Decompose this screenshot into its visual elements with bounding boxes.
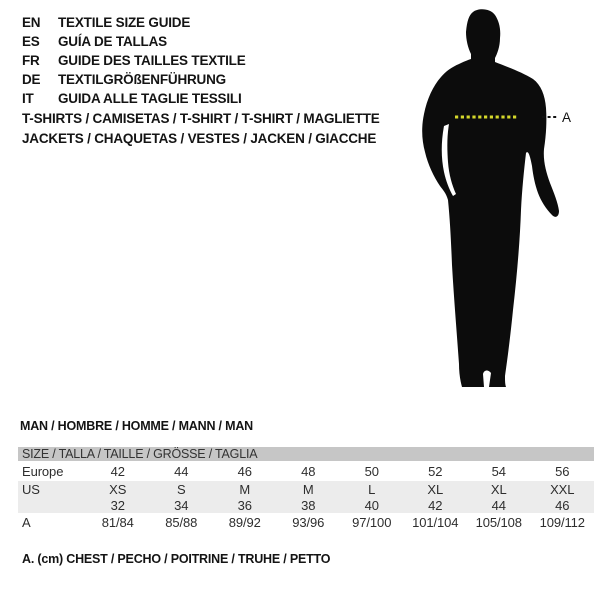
table-cell: XXL — [550, 481, 575, 497]
table-cell: 44 — [174, 463, 189, 479]
table-row-chest-cm — [18, 513, 594, 531]
table-cell: 105/108 — [475, 514, 522, 530]
table-cell: 38 — [301, 497, 316, 513]
language-code: ES — [22, 34, 40, 49]
section-title-man: MAN / HOMBRE / HOMME / MANN / MAN — [20, 419, 253, 433]
table-cell: 44 — [491, 497, 506, 513]
table-cell: M — [302, 481, 314, 497]
table-row-europe — [18, 461, 594, 481]
table-cell: 40 — [364, 497, 379, 513]
table-cell: 42 — [110, 463, 125, 479]
language-label: TEXTILE SIZE GUIDE — [58, 15, 191, 30]
language-label: TEXTILGRÖßENFÜHRUNG — [58, 72, 226, 87]
table-cell: 32 — [110, 497, 125, 513]
language-label: GUIDA ALLE TAGLIE TESSILI — [58, 91, 242, 106]
table-cell: 93/96 — [292, 514, 325, 530]
row-label: Europe — [22, 463, 64, 479]
table-cell: XL — [490, 481, 507, 497]
language-code: FR — [22, 53, 40, 68]
table-cell: XS — [109, 481, 127, 497]
table-cell: 109/112 — [539, 514, 585, 530]
table-cell: 56 — [555, 463, 570, 479]
table-cell: 34 — [174, 497, 189, 513]
table-cell: 50 — [364, 463, 379, 479]
table-cell: L — [368, 481, 376, 497]
category-line-jackets: JACKETS / CHAQUETAS / VESTES / JACKEN / GIACCHE — [22, 131, 377, 146]
table-cell: M — [239, 481, 251, 497]
table-row-us-numbers — [18, 497, 594, 513]
table-cell: XL — [427, 481, 444, 497]
row-label: A — [22, 514, 31, 530]
table-cell: 85/88 — [165, 514, 198, 530]
measure-label-a: A — [562, 110, 572, 125]
size-table — [18, 447, 594, 531]
language-label: GUIDE DES TAILLES TEXTILE — [58, 53, 246, 68]
table-row-us-letters — [18, 481, 594, 497]
language-code: DE — [22, 72, 41, 87]
table-cell: 48 — [301, 463, 316, 479]
man-silhouette — [422, 9, 559, 387]
chest-measurement-footnote: A. (cm) CHEST / PECHO / POITRINE / TRUHE / PETTO — [22, 552, 331, 566]
table-cell: 97/100 — [352, 514, 392, 530]
table-cell: 46 — [237, 463, 252, 479]
row-label: US — [22, 481, 40, 497]
table-cell: 46 — [555, 497, 570, 513]
table-cell: 101/104 — [412, 514, 459, 530]
language-code: IT — [22, 91, 34, 106]
table-cell: 36 — [237, 497, 252, 513]
table-cell: 52 — [428, 463, 443, 479]
table-cell: 89/92 — [228, 514, 261, 530]
table-cell: S — [176, 481, 186, 497]
table-cell: 42 — [428, 497, 443, 513]
table-cell: 81/84 — [101, 514, 134, 530]
language-label: GUÍA DE TALLAS — [58, 34, 167, 49]
language-code: EN — [22, 15, 41, 30]
category-line-tshirts: T-SHIRTS / CAMISETAS / T-SHIRT / T-SHIRT / MAGLIETTE — [22, 111, 380, 126]
table-cell: 54 — [491, 463, 506, 479]
table-header: SIZE / TALLA / TAILLE / GRÖSSE / TAGLIA — [18, 447, 594, 461]
